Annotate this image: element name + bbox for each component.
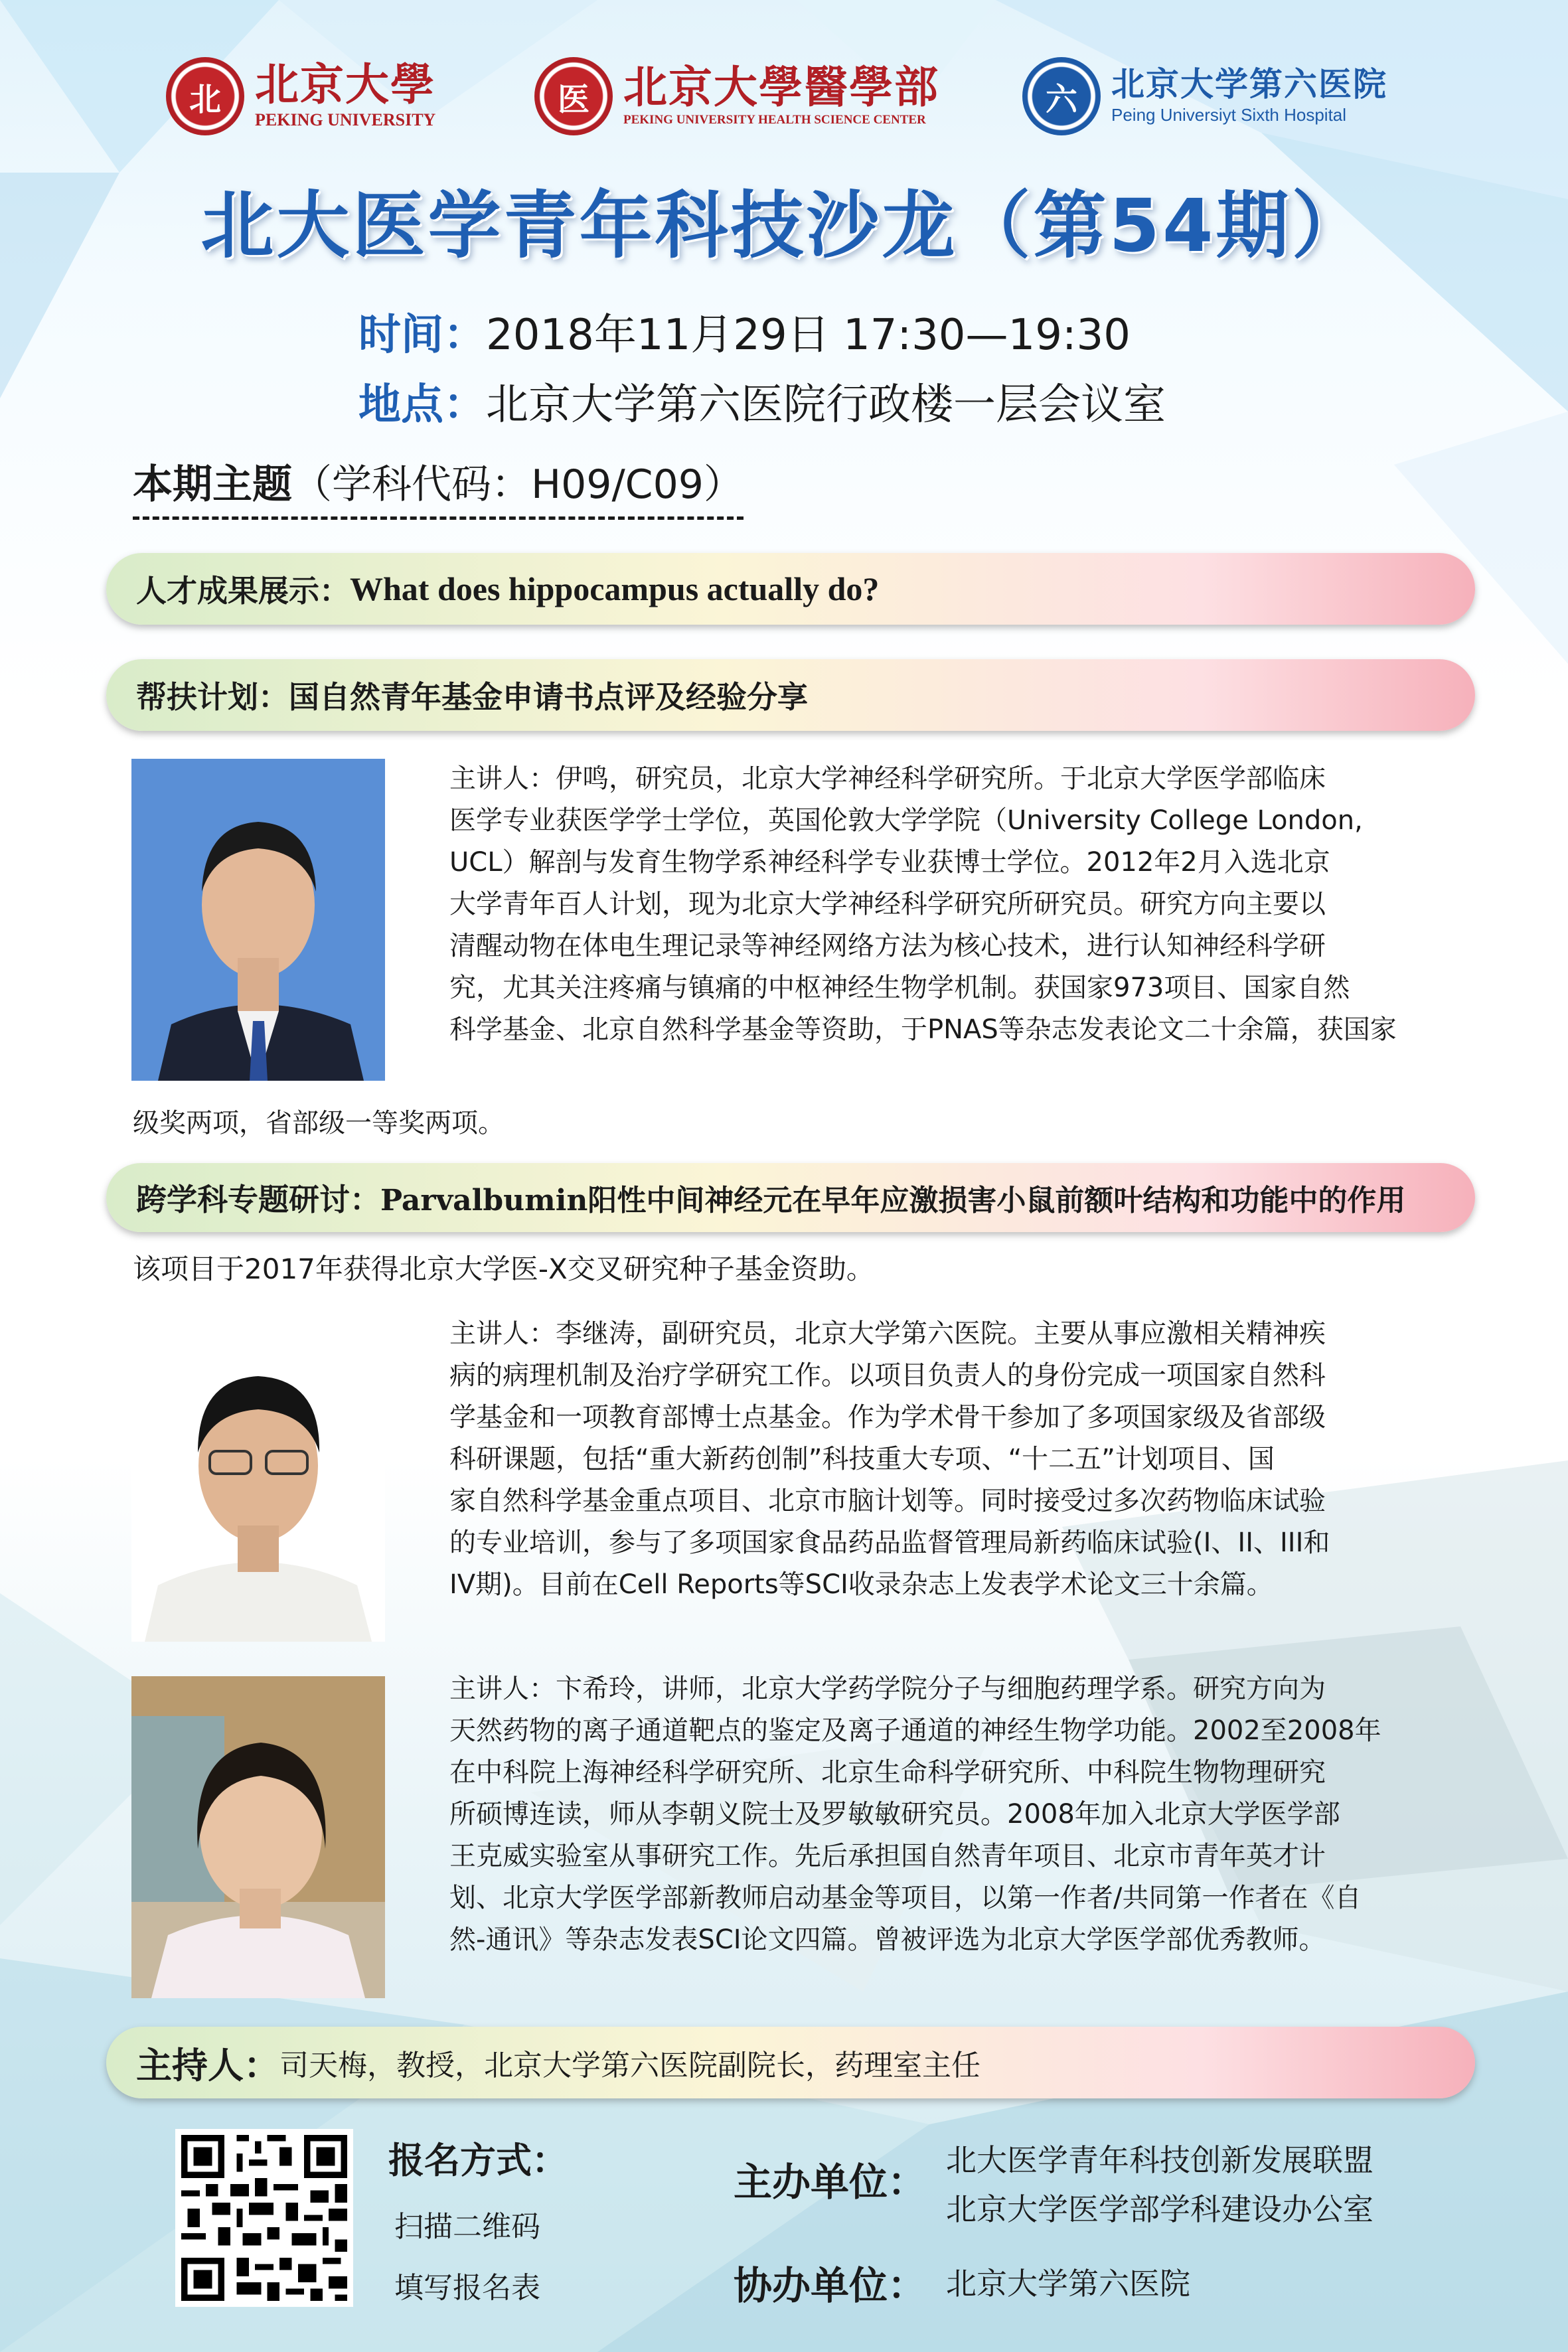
speaker-1-line: 级奖两项，省部级一等奖两项。	[133, 1108, 505, 1138]
sixth-hospital-logo	[1022, 50, 1387, 143]
coorganizer-label: 协办单位：	[734, 2263, 927, 2308]
speaker-3-photo	[131, 1676, 385, 1998]
speaker-1-bio	[449, 758, 1445, 1051]
organizer-1: 北大医学青年科技创新发展联盟	[946, 2142, 1373, 2178]
speaker-3-line: 所硕博连读，师从李朝义院士及罗敏敏研究员。2008年加入北京大学医学部	[449, 1799, 1340, 1830]
peking-university-logo	[166, 50, 435, 143]
speaker-2-line: 家自然科学基金重点项目、北京市脑计划等。同时接受过多次药物临床试验	[449, 1486, 1326, 1516]
talent-title: What does hippocampus actually do?	[350, 570, 880, 607]
speaker-1-line: 医学专业获医学学士学位，英国伦敦大学学院（University College London,	[449, 805, 1363, 836]
support-title: 国自然青年基金申请书点评及经验分享	[289, 679, 808, 715]
place-value: 北京大学第六医院行政楼一层会议室	[486, 380, 1166, 430]
logo-en: Peing Universiyt Sixth Hospital	[1111, 104, 1347, 125]
speaker-2-line: IV期)。目前在Cell Reports等SCI收录杂志上发表学术论文三十余篇。	[449, 1569, 1273, 1600]
qr-code-icon	[175, 2129, 353, 2307]
speaker-2-line: 科研课题，包括“重大新药创制”科技重大专项、“十二五”计划项目、国	[449, 1444, 1275, 1474]
topic-heading	[133, 458, 744, 520]
time-label: 时间：	[358, 311, 486, 360]
speaker-1-line: UCL）解剖与发育生物学系神经科学专业获博士学位。2012年2月入选北京	[449, 847, 1330, 878]
registration-qr-code[interactable]	[175, 2129, 353, 2307]
speaker-3-line: 王克威实验室从事研究工作。先后承担国自然青年项目、北京市青年英才计	[449, 1841, 1326, 1871]
speaker-3-bio	[449, 1668, 1445, 1961]
logo-row	[0, 50, 1568, 143]
cross-title: Parvalbumin阳性中间神经元在早年应激损害小鼠前额叶结构和功能中的作用	[380, 1184, 1406, 1217]
cross-discipline-bar	[106, 1163, 1475, 1232]
speaker-1-line: 大学青年百人计划，现为北京大学神经科学研究所研究员。研究方向主要以	[449, 889, 1326, 919]
coorganizer: 北京大学第六医院	[946, 2266, 1190, 2302]
sixth-hospital-seal-icon: 六	[1022, 57, 1101, 135]
speaker-1-line: 清醒动物在体电生理记录等神经网络方法为核心技术，进行认知神经科学研	[449, 931, 1326, 961]
speaker-2-name-line: 主讲人：李继涛，副研究员，北京大学第六医院。主要从事应激相关精神疾	[449, 1318, 1326, 1349]
event-time	[358, 309, 1131, 362]
speaker-2-line: 的专业培训，参与了多项国家食品药品监督管理局新药临床试验(I、II、III和	[449, 1528, 1330, 1558]
speaker-3-line: 在中科院上海神经科学研究所、北京生命科学研究所、中科院生物物理研究	[449, 1757, 1326, 1788]
logo-en: PEKING UNIVERSITY	[255, 110, 436, 129]
logo-en: PEKING UNIVERSITY HEALTH SCIENCE CENTER	[623, 113, 926, 127]
speaker-3-line: 划、北京大学医学部新教师启动基金等项目，以第一作者/共同第一作者在《自	[449, 1883, 1362, 1913]
host-bar	[106, 2027, 1475, 2098]
speaker-1-name-line: 主讲人：伊鸣，研究员，北京大学神经科学研究所。于北京大学医学部临床	[449, 763, 1326, 794]
page-title: 北大医学青年科技沙龙（第54期）	[200, 183, 1368, 268]
logo-cn: 北京大學	[255, 58, 435, 110]
speaker-2-line: 病的病理机制及治疗学研究工作。以项目负责人的身份完成一项国家自然科	[449, 1360, 1326, 1391]
speaker-2-bio	[449, 1313, 1445, 1606]
logo-cn: 北京大学第六医院	[1111, 64, 1387, 104]
speaker-1-line: 科学基金、北京自然科学基金等资助，于PNAS等杂志发表论文二十余篇，获国家	[449, 1014, 1397, 1045]
topic-label: 本期主题	[133, 461, 292, 508]
peking-university-seal-icon: 北	[166, 57, 244, 135]
organizer-label: 主办单位：	[734, 2159, 927, 2205]
health-science-center-logo	[534, 50, 939, 143]
registration-step: 填写报名表	[394, 2271, 540, 2305]
support-plan-bar	[106, 659, 1475, 731]
speaker-3-line: 天然药物的离子通道靶点的鉴定及离子通道的神经生物学功能。2002至2008年	[449, 1715, 1381, 1746]
speaker-2-photo	[131, 1340, 385, 1642]
registration-step: 扫描二维码	[394, 2210, 540, 2244]
organizer-2: 北京大学医学部学科建设办公室	[946, 2191, 1373, 2227]
support-label: 帮扶计划：	[136, 679, 289, 715]
host-value: 司天梅，教授，北京大学第六医院副院长，药理室主任	[279, 2049, 980, 2082]
event-place	[358, 378, 1166, 431]
logo-cn: 北京大學醫學部	[623, 61, 939, 113]
topic-code: （学科代码：H09/C09）	[292, 461, 744, 508]
speaker-3-name-line: 主讲人：卞希玲，讲师，北京大学药学院分子与细胞药理学系。研究方向为	[449, 1674, 1326, 1704]
speaker-2-line: 学基金和一项教育部博士点基金。作为学术骨干参加了多项国家级及省部级	[449, 1402, 1326, 1433]
host-label: 主持人：	[136, 2044, 279, 2086]
cross-funding-note: 该项目于2017年获得北京大学医-X交叉研究种子基金资助。	[133, 1253, 874, 1285]
cross-label: 跨学科专题研讨：	[136, 1182, 380, 1217]
place-label: 地点：	[358, 380, 486, 430]
registration-title: 报名方式：	[388, 2139, 568, 2181]
talent-label: 人才成果展示：	[136, 573, 350, 609]
speaker-3-line: 然-通讯》等杂志发表SCI论文四篇。曾被评选为北京大学医学部优秀教师。	[449, 1924, 1326, 1955]
speaker-1-line: 究，尤其关注疼痛与镇痛的中枢神经生物学机制。获国家973项目、国家自然	[449, 973, 1350, 1003]
health-science-seal-icon: 医	[534, 57, 613, 135]
time-value: 2018年11月29日 17:30—19:30	[486, 311, 1131, 360]
talent-showcase-bar	[106, 553, 1475, 625]
speaker-1-photo	[131, 759, 385, 1081]
speaker-1-bio-tail	[133, 1103, 1129, 1144]
